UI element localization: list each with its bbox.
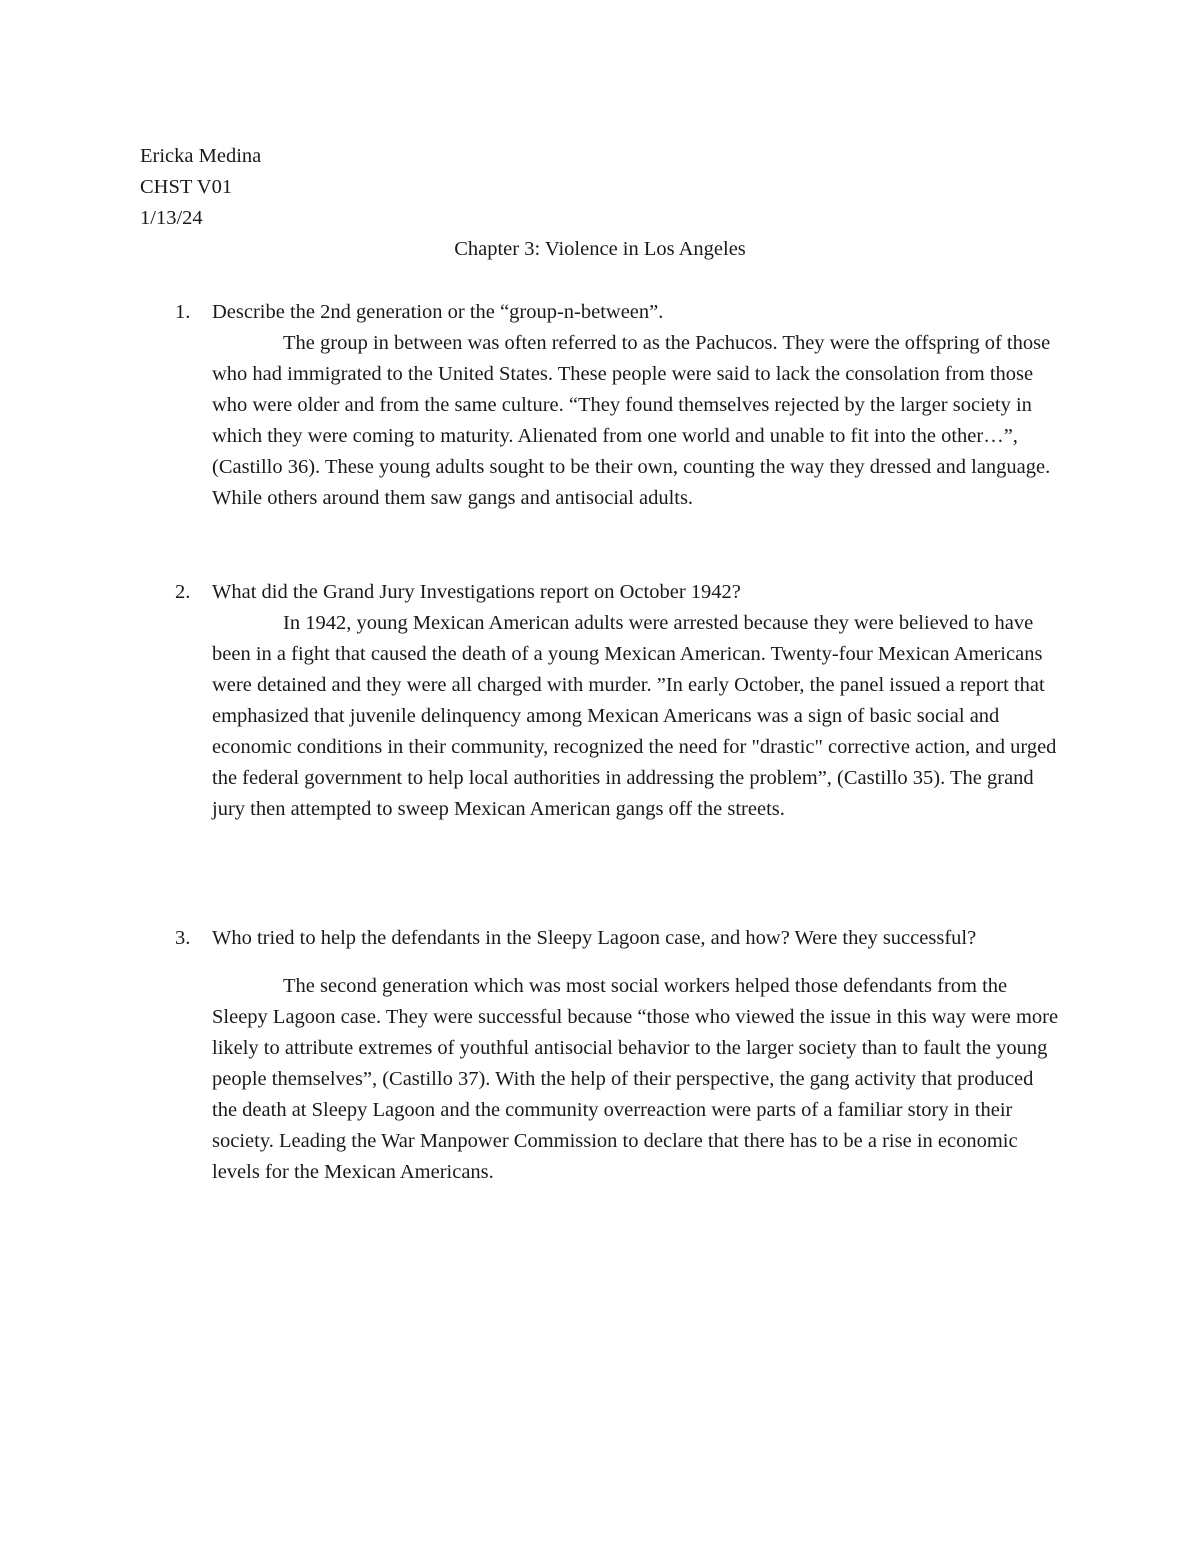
question-number: 2.: [175, 581, 191, 603]
answer-block: [212, 608, 1060, 825]
question-text: What did the Grand Jury Investigations report on October 1942?: [212, 581, 741, 603]
question-item: [140, 577, 1060, 825]
answer-text: The group in between was often referred to as the Pachucos. They were the offspring of those who had immigrated to the United States. These people were said to lack the consolation from those who were older and from the same culture. “They found themselves rejected by the larger society in which they were coming to maturity. Alienated from one world and unable to fit into the other…”, (Castillo 36). These young adults sought to be their own, counting the way they dressed and language. While others around them saw gangs and antisocial adults.: [212, 332, 1051, 509]
question-number: 1.: [175, 301, 191, 323]
assignment-date: 1/13/24: [140, 207, 203, 229]
question-line: [140, 577, 1060, 608]
answer-text: In 1942, young Mexican American adults were arrested because they were believed to have been in a fight that caused the death of a young Mexican American. Twenty-four Mexican Americans were detained and they were all charged with murder. ”In early October, the panel issued a report that emphasized that juvenile delinquency among Mexican Americans was a sign of basic social and economic conditions in their community, recognized the need for "drastic" corrective action, and urged the federal government to help local authorities in addressing the problem”, (Castillo 35). The grand jury then attempted to sweep Mexican American gangs off the streets.: [212, 612, 1057, 820]
question-item: [140, 923, 1060, 1188]
question-number: 3.: [175, 927, 191, 949]
answer-text: The second generation which was most social workers helped those defendants from the Sleepy Lagoon case. They were successful because “those who viewed the issue in this way were more likely to attribute extremes of youthful antisocial behavior to the larger society than to fault the young people themselves”, (Castillo 37). With the help of their perspective, the gang activity that produced the death at Sleepy Lagoon and the community overreaction were parts of a familiar story in their society. Leading the War Manpower Commission to declare that there has to be a rise in economic levels for the Mexican Americans.: [212, 975, 1059, 1183]
answer-block: [212, 328, 1060, 514]
document-title: Chapter 3: Violence in Los Angeles: [454, 238, 746, 260]
student-name: Ericka Medina: [140, 145, 262, 167]
question-text: Who tried to help the defendants in the Sleepy Lagoon case, and how? Were they successful?: [212, 927, 977, 949]
question-line: [140, 923, 1060, 954]
student-header: [140, 141, 740, 234]
question-item: [140, 297, 1060, 514]
question-line: [140, 297, 1060, 328]
answer-block: [212, 971, 1060, 1188]
course-code: CHST V01: [140, 176, 233, 198]
question-text: Describe the 2nd generation or the “group-n-between”.: [212, 301, 664, 323]
